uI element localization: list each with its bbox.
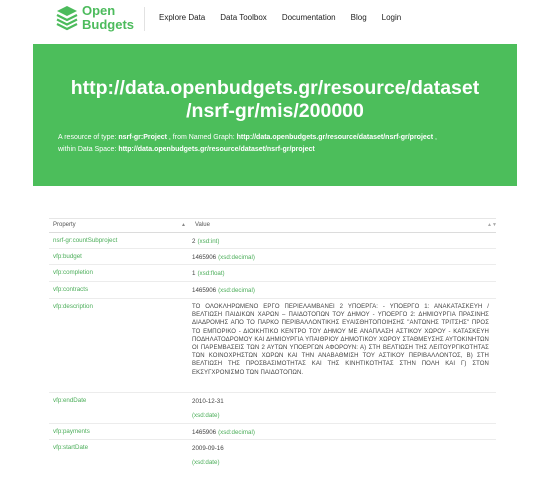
logo-icon: [56, 5, 78, 31]
table-row: [49, 299, 496, 393]
property-link[interactable]: vfp:payments: [53, 428, 90, 435]
nav-links: [159, 13, 416, 22]
title-line-2: /nsrf-gr/mis/200000: [186, 100, 364, 122]
table-row: [49, 233, 496, 249]
table-header: [49, 218, 496, 233]
nav-link-blog[interactable]: Blog: [350, 13, 367, 22]
value-cell: [192, 428, 489, 437]
value-text: 2010-12-31: [192, 398, 224, 405]
nav-link-explore-data[interactable]: Explore Data: [159, 13, 206, 22]
meta-space-prefix: within Data Space:: [58, 146, 117, 153]
nav-divider: [144, 7, 145, 31]
meta-graph-prefix: , from Named Graph:: [168, 134, 235, 141]
resource-header: [33, 44, 517, 186]
value-text: 2009-09-16: [192, 445, 224, 452]
datatype-link[interactable]: (xsd:decimal): [218, 287, 255, 294]
resource-uri-title: [33, 77, 517, 123]
meta-graph-suffix: ,: [434, 134, 437, 141]
datatype-link[interactable]: (xsd:date): [192, 412, 220, 419]
property-link[interactable]: vfp:completion: [53, 269, 93, 276]
value-text: 1465906: [192, 287, 217, 294]
table-row: [49, 265, 496, 282]
table-row: [49, 249, 496, 265]
value-cell: [192, 397, 489, 420]
table-row: [49, 424, 496, 440]
datatype-link[interactable]: (xsd:decimal): [218, 254, 255, 261]
value-cell: [192, 286, 489, 295]
nav-link-login[interactable]: Login: [381, 13, 402, 22]
column-header-property[interactable]: Property: [53, 222, 76, 228]
nav-link-documentation[interactable]: Documentation: [281, 13, 336, 22]
datatype-link[interactable]: (xsd:float): [197, 270, 225, 277]
property-link[interactable]: nsrf-gr:countSubproject: [53, 237, 118, 244]
property-table: [49, 218, 496, 471]
value-cell: [192, 269, 489, 278]
meta-type-link[interactable]: nsrf-gr:Project: [118, 134, 167, 141]
logo-text: [82, 4, 134, 32]
value-text: 1465906: [192, 254, 217, 261]
value-text: 1: [192, 270, 196, 277]
datatype-link[interactable]: (xsd:decimal): [218, 429, 255, 436]
table-row: [49, 440, 496, 471]
property-link[interactable]: vfp:description: [53, 303, 93, 310]
value-text: 2: [192, 238, 196, 245]
title-line-1: http://data.openbudgets.gr/resource/dataset: [70, 77, 480, 99]
value-cell: [192, 237, 489, 246]
property-link[interactable]: vfp:contracts: [53, 286, 89, 293]
description-value: ΤΟ ΟΛΟΚΛΗΡΩΜΕΝΟ ΕΡΓΟ ΠΕΡΙΕΛΑΜΒΑΝΕΙ 2 ΥΠΟΕΡΓΑ: - ΥΠΟΕΡΓΟ 1: ΑΝΑΚΑΤΑΣΚΕΥΗ / ΒΕΛΤΙΩΣΗ ΠΑΙΔΙΚΩΝ ΧΑΡΩΝ – ΠΑΙΔΟΤΟΠΩΝ ΤΟΥ ΔΗΜΟΥ - ΥΠΟΕΡΓΟ 2: ΔΗΜΙΟΥΡΓΙΑ ΠΡΑΣΙΝΗΣ ΔΙΑΔΡΟΜΗΣ ΑΠΟ ΤΟ ΠΑΡΚΟ ΠΕΡΙΒΑΛΛΟΝΤΙΚΗΣ ΕΥΑΙΣΘΗΤΟΠΟΙΗΣΗΣ "ΑΝΤΩΝΗΣ ΤΡΙΤΣΗΣ" ΠΡΟΣ ΤΟ ΕΜΠΟΡΙΚΟ - ΔΙΟΙΚΗΤΙΚΟ ΚΕΝΤΡΟ ΤΟΥ ΔΗΜΟΥ ΜΕ ΑΝΑΠΛΑΣΗ ΑΣΤΙΚΟΥ ΧΩΡΟΥ - ΚΑΤΑΣΚΕΥΗ ΠΟΔΗΛΑΤΟΔΡΟΜΟΥ ΚΑΙ ΔΗΜΙΟΥΡΓΙΑ ΥΠΑΙΘΡΙΟΥ ΔΗΜΟΤΙΚΟΥ ΧΩΡΟΥ ΣΤΑΘΜΕΥΣΗΣ ΑΥΤΟΚΙΝΗΤΩΝ ΟΙ ΠΑΡΕΜΒΑΣΕΙΣ ΤΩΝ 2 ΑΥΤΩΝ ΥΠΟΕΡΓΩΝ ΑΦΟΡΟΥΝ: Α) ΣΤΗ ΒΕΛΤΙΩΣΗ ΤΗΣ ΛΕΙΤΟΥΡΓΙΚΟΤΗΤΑΣ ΤΩΝ ΚΟΙΝΟΧΡΗΣΤΩΝ ΧΩΡΩΝ ΚΑΙ ΤΗΝ ΑΝΑΒΑΘΜΙΣΗ ΤΟΥ ΑΣΤΙΚΟΥ ΠΕΡΙΒΑΛΛΟΝΤΟΣ, Β) ΣΤΗ ΒΕΛΤΙΩΣΗ ΤΗΣ ΠΡΟΣΒΑΣΙΜΟΤΗΤΑΣ ΚΑΙ ΤΗΣ ΚΙΝΗΤΙΚΟΤΗΤΑΣ ΣΤΗΝ ΠΟΛΗ ΚΑΙ Γ) ΣΤΟΝ ΕΚΣΥΓΧΡΟΝΙΣΜΟ ΤΩΝ ΠΑΙΔΟΤΟΠΩΝ.: [192, 304, 489, 376]
nav-link-data-toolbox[interactable]: Data Toolbox: [220, 13, 267, 22]
meta-type-prefix: A resource of type:: [58, 134, 117, 141]
datatype-link[interactable]: (xsd:int): [197, 238, 220, 245]
property-link[interactable]: vfp:endDate: [53, 397, 87, 404]
table-row: [49, 282, 496, 299]
table-row: [49, 393, 496, 424]
logo-line-1: Open: [82, 3, 116, 18]
value-cell: [192, 444, 489, 467]
sort-ascending-icon[interactable]: ▲: [181, 222, 186, 228]
logo-line-2: Budgets: [82, 17, 134, 32]
top-navbar: [0, 0, 550, 40]
datatype-link[interactable]: (xsd:date): [192, 459, 220, 466]
meta-space-link[interactable]: http://data.openbudgets.gr/resource/dataset/nsrf-gr/project: [118, 146, 315, 153]
sort-icon[interactable]: ▲▼: [487, 222, 497, 228]
meta-graph-link[interactable]: http://data.openbudgets.gr/resource/dataset/nsrf-gr/project: [236, 134, 434, 141]
open-budgets-logo[interactable]: [56, 3, 134, 35]
property-link[interactable]: vfp:budget: [53, 253, 82, 260]
column-header-value[interactable]: Value: [195, 222, 210, 228]
value-cell: [192, 253, 489, 262]
resource-meta: [58, 132, 513, 156]
value-text: 1465906: [192, 429, 217, 436]
property-link[interactable]: vfp:startDate: [53, 444, 89, 451]
